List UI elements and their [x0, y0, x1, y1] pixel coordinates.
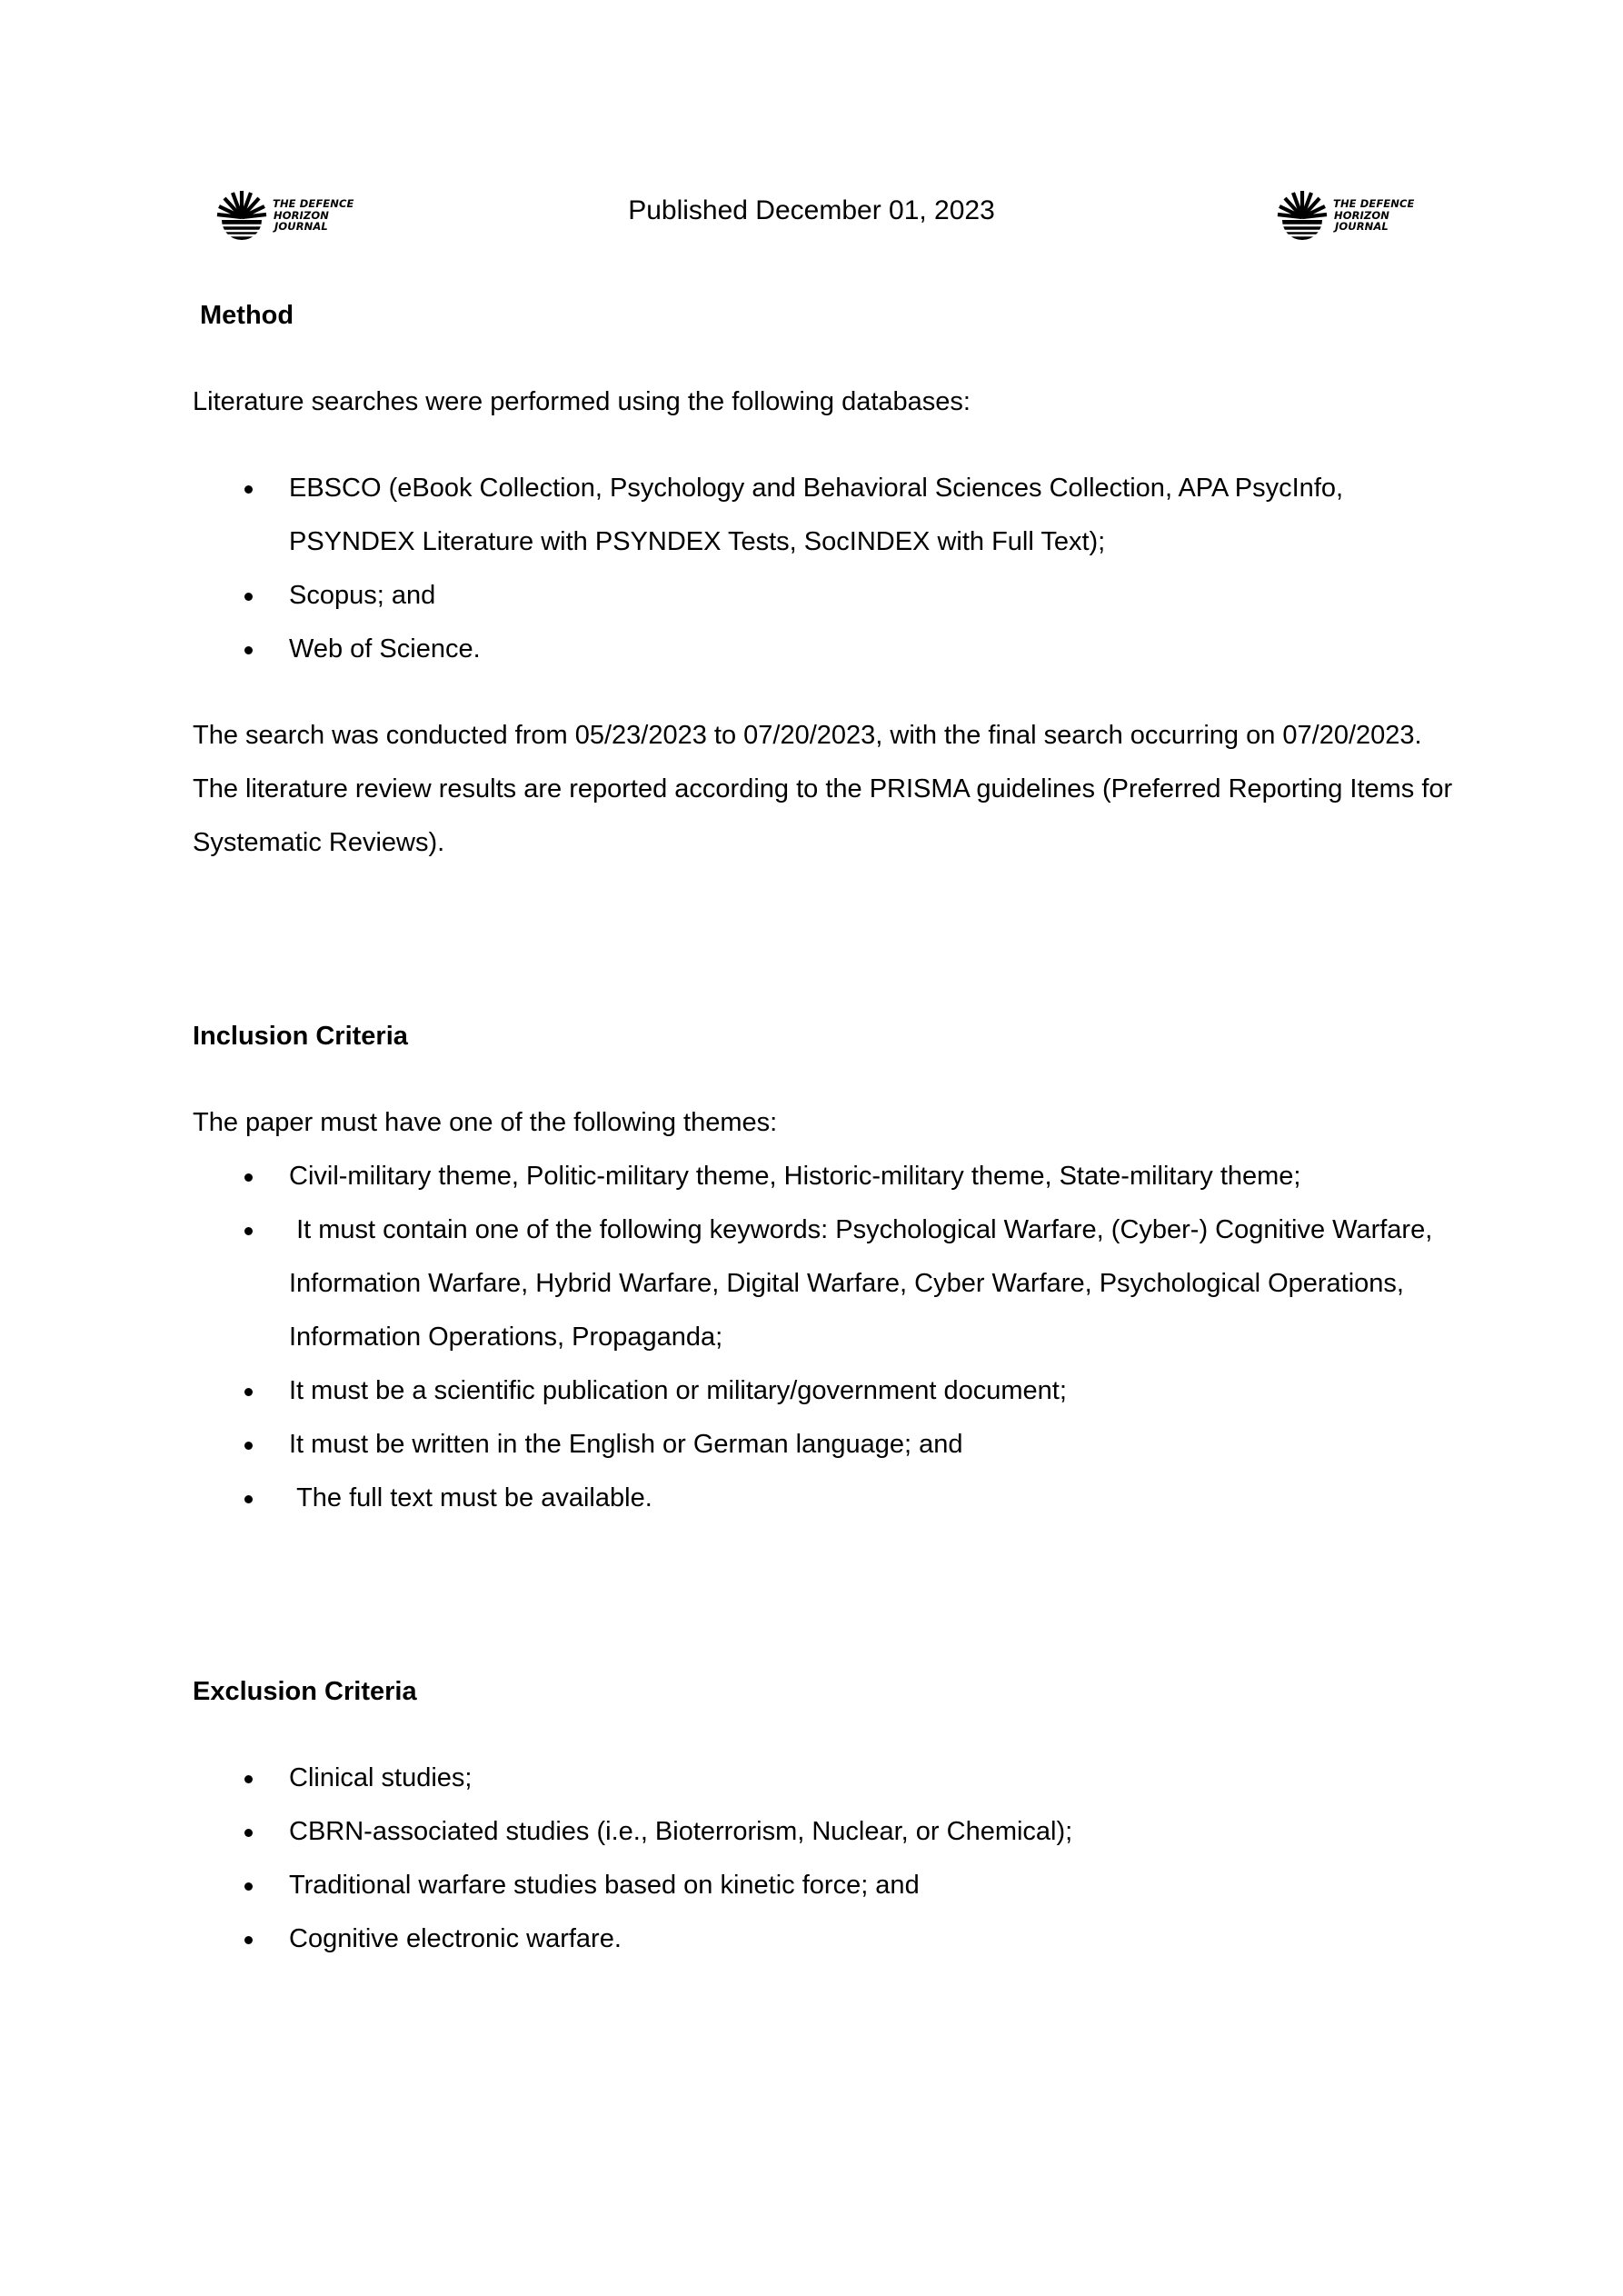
inclusion-heading: Inclusion Criteria: [193, 1022, 408, 1051]
logo-line: HORIZON: [1334, 208, 1389, 222]
exclusion-list: [193, 1752, 1465, 1966]
logo-line: JOURNAL: [1335, 220, 1389, 234]
bullet-icon: [244, 593, 253, 601]
list-item: Clinical studies;: [193, 1752, 1465, 1805]
page-header: [0, 182, 1623, 245]
inclusion-intro: The paper must have one of the following themes:: [193, 1108, 778, 1137]
list-item: It must be a scientific publication or military/government document;: [193, 1364, 1465, 1418]
method-paragraph: The search was conducted from 05/23/2023 to 07/20/2023, with the final search occurring on 07/20/2023. The literature review results are reported according to the PRISMA guidelines (Preferred Reporting Items for Systematic Reviews).: [193, 721, 1453, 857]
bullet-icon: [244, 1882, 253, 1891]
method-heading: Method: [200, 301, 294, 330]
list-item: Civil-military theme, Politic-military theme, Historic-military theme, State-military theme;: [193, 1150, 1465, 1203]
list-item: CBRN-associated studies (i.e., Bioterrorism, Nuclear, or Chemical);: [193, 1805, 1465, 1859]
article-body: [193, 289, 1465, 1966]
bullet-icon: [244, 1388, 253, 1396]
list-item: The full text must be available.: [193, 1472, 1465, 1525]
list-item: Cognitive electronic warfare.: [193, 1912, 1465, 1966]
logo-line: JOURNAL: [274, 220, 328, 234]
sunburst-logo-icon: [1277, 189, 1328, 242]
list-item: It must be written in the English or German language; and: [193, 1418, 1465, 1472]
bullet-icon: [244, 1442, 253, 1450]
database-list: [193, 462, 1465, 676]
logo-line: HORIZON: [274, 208, 329, 222]
bullet-icon: [244, 646, 253, 654]
exclusion-heading: Exclusion Criteria: [193, 1677, 417, 1706]
list-item: It must contain one of the following keywords: Psychological Warfare, (Cyber-) Cognitive Warfare, Information Warfare, Hybrid Warfare, Digital Warfare, Cyber Warfare, Psychological Operations, Information Operations, Propaganda;: [193, 1203, 1465, 1364]
inclusion-list: [193, 1150, 1465, 1525]
bullet-icon: [244, 485, 253, 494]
published-date: Published December 01, 2023: [628, 195, 995, 225]
logo-wordmark: [1333, 198, 1414, 233]
logo-line: THE DEFENCE: [1333, 197, 1415, 211]
bullet-icon: [244, 1173, 253, 1182]
bullet-icon: [244, 1775, 253, 1783]
method-intro: Literature searches were performed using the following databases:: [193, 387, 971, 416]
list-item: EBSCO (eBook Collection, Psychology and Behavioral Sciences Collection, APA PsycInfo, PSYNDEX Literature with PSYNDEX Tests, SocINDEX with Full Text);: [193, 462, 1465, 569]
list-item: Traditional warfare studies based on kinetic force; and: [193, 1859, 1465, 1912]
bullet-icon: [244, 1227, 253, 1235]
bullet-icon: [244, 1495, 253, 1503]
bullet-icon: [244, 1936, 253, 1944]
logo-line: THE DEFENCE: [273, 197, 354, 211]
bullet-icon: [244, 1829, 253, 1837]
journal-logo-right: [1277, 189, 1414, 242]
list-item: Scopus; and: [193, 569, 1465, 623]
list-item: Web of Science.: [193, 623, 1465, 676]
